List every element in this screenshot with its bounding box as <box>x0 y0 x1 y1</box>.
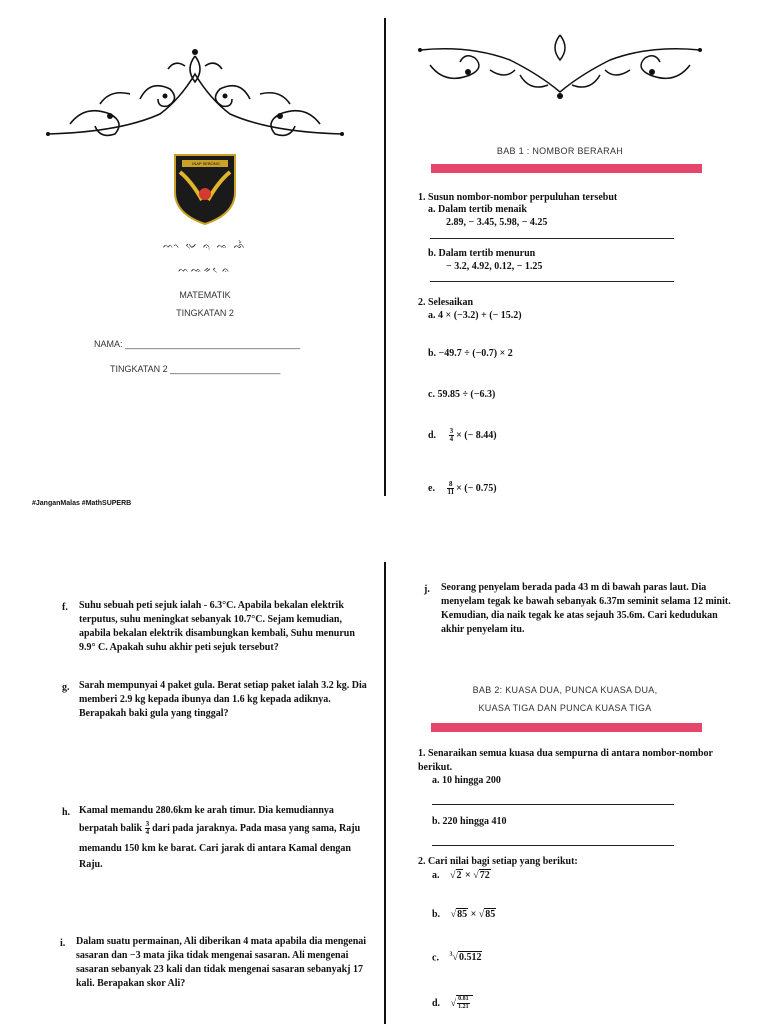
chapter-1-bar <box>431 164 702 173</box>
qg-text: Sarah mempunyai 4 paket gula. Berat setiap paket ialah 3.2 kg. Dia memberi 2.9 kg kepada ibunya dan 1.6 kg kepada adiknya. Berapakah baki gula yang tinggal? <box>79 680 367 719</box>
qf-label: f. <box>62 602 68 613</box>
divider-bottom <box>384 562 386 1024</box>
badge-text: INAP SEBONG <box>192 161 220 166</box>
qh-line3: memandu 150 km ke barat. Cari jarak di antara Kamal dengan Raju. <box>79 843 351 870</box>
q2-2d: d. √ $\frac{0.81}{1.21}$ <box>432 995 473 1011</box>
q2e-fraction: $\frac{8}{11}$ <box>447 480 455 496</box>
q2-1a: a. 10 hingga 200 <box>432 775 501 786</box>
q2-2c: c. $^3$√0.512 <box>432 952 482 964</box>
q1b-values: − 3.2, 4.92, 0.12, − 1.25 <box>446 261 543 272</box>
qi-label: i. <box>60 938 66 949</box>
q2c: c. 59.85 ÷ (−6.3) <box>428 389 496 400</box>
name-field-label: NAMA: ___________________________________ <box>94 339 301 349</box>
q2e-label: e. <box>428 482 435 494</box>
chapter-2-title-line1: BAB 2: KUASA DUA, PUNCA KUASA DUA, <box>472 685 658 695</box>
chapter-2-title-line2: KUASA TIGA DAN PUNCA KUASA TIGA <box>478 703 652 713</box>
q1-title: 1. Susun nombor-nombor perpuluhan tersebut <box>418 192 618 203</box>
q2-1a-answer-line <box>432 804 674 805</box>
chapter-1-title: BAB 1 : NOMBOR BERARAH <box>496 146 624 156</box>
q2-1-title: 1. Senaraikan semua kuasa dua sempurna di antara nombor-nombor berikut. <box>418 748 713 773</box>
level-title: TINGKATAN 2 <box>176 308 234 318</box>
q2d <box>428 428 497 443</box>
q1a-label: a. Dalam tertib menaik <box>428 204 527 215</box>
q2d-fraction: $\frac{3}{4}$ <box>449 427 454 443</box>
qj-label: j. <box>424 584 430 595</box>
class-field-label: TINGKATAN 2 ______________________ <box>110 364 281 374</box>
q2-1b-answer-line <box>432 845 674 846</box>
qh-fraction: $\frac{3}{4}$ <box>145 820 150 836</box>
q1a-answer-line <box>430 238 674 239</box>
q1b-answer-line <box>430 281 674 282</box>
divider-top <box>384 18 386 496</box>
q2a: a. 4 × (−3.2) + (− 15.2) <box>428 310 522 321</box>
ornament-flourish-left <box>40 44 350 144</box>
qi-text: Dalam suatu permainan, Ali diberikan 4 mata apabila dia mengenai sasaran dan −3 mata jika tidak mengenai sasaran. Ali mengenai sasaran sebanyak 23 kali dan tidak mengenai sasaran sebanyakj 17 kali. Berapakan skor Ali? <box>76 936 367 989</box>
q2-title: 2. Selesaikan <box>418 297 474 308</box>
q2-2b: b. √85 × √85 <box>432 909 496 920</box>
school-name-script: ᨓᨚ ᨆᨙ ᨊᨘ ᨕ ᨒᨛ <box>163 240 247 250</box>
qh-line1: Kamal memandu 280.6km ke arah timur. Dia kemudiannya <box>79 805 334 816</box>
hashtag-footer: #JanganMalas #MathSUPERB <box>32 500 132 507</box>
chapter-2-bar <box>431 723 702 732</box>
q2-1b: b. 220 hingga 410 <box>432 816 507 827</box>
q2e <box>428 481 497 496</box>
qf-text: Suhu sebuah peti sejuk ialah - 6.3°C. Apabila bekalan elektrik terputus, suhu meningkat sebanyak 10.7°C. Sejam kemudian, apabila bekalan elektrik disambungkan kembali, Suhu menurun 9.9° C. Apakah suhu akhir peti sejuk tersebut? <box>79 600 355 653</box>
q2-2a: a. √2 × √72 <box>432 870 490 881</box>
ornament-flourish-right <box>410 30 710 100</box>
qh-line2: berpatah balik $\frac{3}{4}$ dari pada jaraknya. Pada masa yang sama, Raju <box>79 820 361 836</box>
q2d-label: d. <box>428 429 437 441</box>
q2d-rest: × (− 8.44) <box>456 429 497 441</box>
qj-text: Seorang penyelam berada pada 43 m di bawah paras laut. Dia menyelam tegak ke bawah sebanyak 6.37m seminit selama 12 minit. Kemudian, dia naik tegak ke atas sejauh 35.6m. Cari kedudukan akhir penyelam itu. <box>441 582 731 635</box>
q1a-values: 2.89, − 3.45, 5.98, − 4.25 <box>446 217 548 228</box>
q2b: b. −49.7 ÷ (−0.7) × 2 <box>428 348 513 359</box>
qg-label: g. <box>62 682 70 693</box>
subject-title: MATEMATIK <box>179 290 231 300</box>
q2e-rest: × (− 0.75) <box>456 482 497 494</box>
q2-2-title: 2. Cari nilai bagi setiap yang berikut: <box>418 856 578 867</box>
qh-label: h. <box>62 807 71 818</box>
school-subtitle-script: ᨓᨕᨀ ᨙᨊ <box>178 264 232 274</box>
q1b-label: b. Dalam tertib menurun <box>428 248 536 259</box>
